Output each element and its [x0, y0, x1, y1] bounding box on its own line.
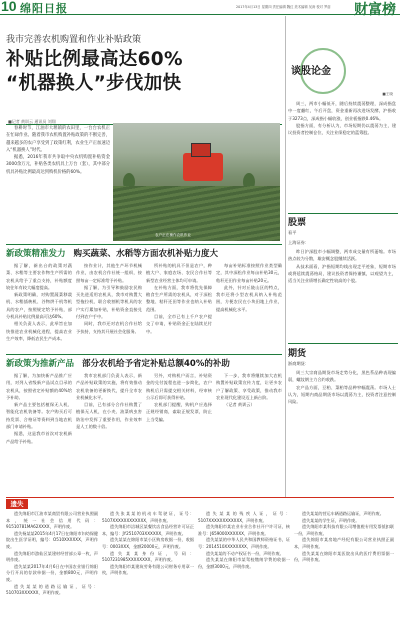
paragraph: 下一步，我市将继续加大农机购置补贴政策宣传力度，让更多农户了解政策、享受政策，推动我市农业现代化建设迈上新台阶。 — [216, 373, 282, 400]
section2-column-2 — [76, 372, 142, 496]
headline-subtitle: “机器换人”步伐加快 — [6, 73, 182, 94]
paragraph: 目前，已有部分合作社购置了植保无人机，在小麦、油菜病虫害防治中发挥了重要作用，作业效率是人工的数十倍。 — [76, 402, 142, 430]
notices-column-2 — [102, 511, 194, 628]
paragraph: 另外，对购机户而言，补贴资金的兑付流程也进一步简化，农户购机后只需提交相关材料，经审核公示后即可获得补贴。 — [146, 373, 212, 400]
paragraph: 昨日沪深股市小幅调整，两市成交量有所萎缩。市场热点较为分散，雄安概念股继续活跃。 — [288, 249, 396, 262]
notice-item: 遗失某某2017年4月6日在中国农业银行绵阳分行开具的存款单据一份，金额800元，声明作废。 — [6, 563, 98, 582]
stocks-sub: 看平 — [288, 230, 297, 235]
paragraph: 目前，全市已有上千户农户提交了申请，补贴资金正在陆续兑付中。 — [146, 314, 212, 334]
page-number: 10 — [1, 0, 17, 14]
paragraph: 相关负责人表示，此举旨在加快推进农业机械化进程，提高农业生产效率，降低农民生产成本。 — [6, 321, 72, 341]
notice-item: 遗失某某的中华人民共和国教师资格证书，证号：2014510XXXXXXXX，声明作废。 — [198, 537, 290, 549]
divider — [6, 354, 282, 355]
dateline: 2017年4月13日 星期四 责任编辑 魏红 美术编辑 吴涛 校对 罗蓓 — [236, 5, 331, 9]
paragraph: 新政策明确，对购置蔬菜移栽机、水稻插秧机、谷物烘干机等机具的农户，按照规定给予补贴，部分机具补贴比例最高可达60%。 — [6, 292, 72, 320]
commentary-text — [288, 100, 396, 210]
notice-item: 遗失绵阳市某房地产经纪有限公司营业执照正副本，声明作废。 — [294, 537, 394, 549]
paragraph: 据了解，为引导和鼓励农民购买先进适用农机具，我市对购置大型拖拉机、联合收割机等机具的农户实行累加补贴，补贴资金直接兑付到农户手中。 — [76, 284, 142, 320]
notice-item: 遗失绵阳市江油市某商贸有限公司营业执照副本，统一社会信用代码：91510781MA62XXXX，声明作废。 — [6, 511, 98, 530]
divider — [288, 343, 398, 344]
section1-tag: 新政策精准发力 — [6, 249, 66, 259]
paragraph: 此外，针对丘陵山区的特点，我市还将小型农机具纳入补贴范围，方便农民在小块田地上作业，提高机械化水平。 — [216, 284, 282, 312]
photo-caption: 农户正在操作农机作业 — [155, 233, 191, 237]
lede-paragraph: 春耕时节，江油市大堰镇的农田里，一台台农机正在忙碌作业。随着我市农机购置补贴政策的不断完善，越来越多的农户享受到了政策红利，农业生产正加速迈入“机器换人”时代。 — [6, 126, 110, 153]
headline-byline: ■记者 黄训云 通讯员 刘翔 — [8, 119, 56, 124]
commentary-title: 谈股论金 — [291, 66, 331, 77]
notice-item: 遗失某某在绵阳市某医院出具的医疗费用票据一份，声明作废。 — [294, 550, 394, 563]
stocks-location: 上海证券： — [288, 240, 309, 245]
stocks-heading: 股票 — [288, 218, 307, 228]
lede-text — [6, 125, 110, 176]
notice-item: 遗失绵阳市某建筑劳务有限公司财务专用章一枚，声明作废。 — [102, 563, 194, 576]
headline-kicker: 我市完善农机购置和作业补贴政策 — [6, 35, 142, 45]
paragraph: 据了解，为加快新产品推广应用，对列入省级新产品试点目录的农机具，按照省定补贴额的40%给予补助。 — [6, 373, 72, 400]
notice-item: 遗失某某身份证，号码：5107231985XXXXXXXX，声明作废。 — [102, 550, 194, 563]
divider — [6, 244, 282, 245]
commentary-byline: ■王晓 — [382, 92, 393, 96]
headline-block — [6, 32, 286, 95]
paragraph: 农产品方面，豆粕、菜粕等品种窄幅震荡。市场人士认为，短期内商品期货市场以震荡为主，投资者注意控制风险。 — [288, 384, 396, 405]
divider — [288, 213, 398, 214]
lede-paragraph: 据悉，2016年我市共争取中央农机购置补贴资金3000余万元，补贴各类农机具上万台（套），其中部分机具补贴比例最高达到购机价格的60%。 — [6, 155, 110, 175]
column-divider — [285, 16, 286, 498]
notice-item: 遗失绵阳市涪城区某餐饮店食品经营许可证正本，编号：JY2510703XXXXXX，声明作废。 — [102, 524, 194, 536]
notices-column-4 — [294, 511, 394, 628]
section2-column-4 — [216, 372, 282, 496]
paragraph: 同时，我市还对农机合作社给予扶持，支持其开展社会化服务。 — [76, 321, 142, 334]
notices-tag: 遗失 — [6, 499, 28, 509]
notice-item: 遗失绵阳市某农业专业合作社开户许可证，核准号：J659000XXXXXX，声明作废。 — [198, 524, 290, 536]
headline-title: 补贴比例最高达60% — [6, 49, 183, 70]
section1-heading — [6, 247, 218, 259]
section2-column-3 — [146, 372, 212, 496]
notice-item: 遗失某某在绵阳市某小区购房收据一份，收据号：0003XXX，金额20000元，声明作废。 — [102, 537, 194, 549]
paragraph: 按作业计，其他生产环节机械作业，由农机合作社统一组织，按照每亩一定标准给予补贴。 — [76, 263, 142, 283]
paragraph: 股指方面，有分析认为，市场短期仍以震荡为主，建议投资者控制仓位，关注业绩稳定的蓝筹股。 — [288, 122, 396, 136]
paper-name: 绵阳日报 — [20, 2, 68, 15]
notice-item: 遗失张某某的机动车驾驶证，证号：5107XXXXXXXXXXXX，声明作废。 — [102, 511, 194, 523]
futures-text — [288, 369, 396, 495]
paragraph: 据了解，新出台的政策对蔬菜、水稻等主要农作物生产所需的农机具给予了重点支持，补贴额度较往年有较大幅度提高。 — [6, 263, 72, 290]
paragraph: 新产品主要包括植保无人机、智能化农机装备等。农户购买后可持发票、合格证等资料到当地农机部门申请补贴。 — [6, 402, 72, 430]
notice-item: 遗失某某的道路运输证，证号：510703XXXXXX，声明作废。 — [6, 583, 98, 596]
paragraph: 据悉，这是我市首次对农机新产品给予补贴。 — [6, 431, 72, 444]
notice-item: 遗失绵阳市某科技有限公司增值税专用发票抵扣联一份，声明作废。 — [294, 524, 394, 536]
paragraph: 周三大宗商品期货市场走势分化，黑色系品种表现偏弱，螺纹钢主力合约收跌。 — [288, 370, 396, 383]
section1-column-2 — [76, 262, 142, 352]
paragraph: 每亩补贴标准按照作业类型确定，其中深松作业每亩补贴30元，秸秆还田作业每亩补贴20元。 — [216, 263, 282, 283]
paragraph: 所补贴的机具不但是农户，种植大户、家庭农场、农民合作社等新型农业经营主体均可申请。 — [146, 263, 212, 283]
futures-heading: 期货 — [288, 349, 307, 359]
paragraph: （记者 黄训云） — [224, 402, 255, 408]
paragraph: 农机部门提醒，购机户应选择正规经销商，索取正规发票，防止上当受骗。 — [146, 402, 212, 422]
section1-column-1 — [6, 262, 72, 352]
section2-column-1 — [6, 372, 72, 496]
notice-item: 遗失某某的学生证，声明作废。 — [302, 517, 360, 523]
section2-title: 部分农机给予省定补贴总额40%的补助 — [82, 359, 230, 369]
section1-column-3 — [146, 262, 212, 352]
notices-column-3 — [198, 511, 290, 628]
section1-title: 购买蔬菜、水稻等方面农机补贴力度大 — [73, 249, 219, 259]
field-shape — [113, 186, 280, 241]
notices-column-1 — [6, 511, 98, 628]
stocks-text — [288, 248, 396, 338]
section-name: 财富榜 — [354, 2, 396, 18]
notice-item: 遗失绵阳市游仙区某建材经营部公章一枚，声明作废。 — [6, 550, 98, 563]
harvester-shape — [183, 153, 223, 181]
notice-item: 遗失某某在绵阳市某驾校缴纳学费的收据一份，金额3000元，声明作废。 — [198, 557, 290, 569]
notice-item: 遗失某某的不动产权证书一份，声明作废。 — [206, 550, 284, 556]
paragraph: 从技术面看，沪指短期均线出现走平迹象，短期市场或将延续震荡格局，建议投资者保持谨慎，以观望为主，适当关注业绩增长确定性较高的个股。 — [288, 263, 396, 284]
divider — [6, 497, 394, 498]
notice-item: 遗失某某的残疾人证，证号：5107XXXXXXXXXXXX，声明作废。 — [198, 511, 290, 523]
notice-item: 遗失某某的营运车辆道路运输证，声明作废。 — [302, 511, 384, 516]
section2-tag: 新政策为推新产品 — [6, 359, 75, 369]
news-photo — [113, 123, 280, 241]
paragraph: 我市农机部门负责人表示，新产品补贴政策的实施，将有效推动农机装备的更新换代，提升全市农业机械化水平。 — [76, 373, 142, 400]
futures-location: 浙商期货： — [288, 361, 309, 366]
notice-item: 遗失杨某某2015年4月17日在绵阳市妇幼保健院出生医学证明，编号：O510XXXXXX，声明作废。 — [6, 530, 98, 549]
paragraph: 在补贴方面，我市将优先保障粮食生产所需的农机具，对于深松整地、秸秆还田等作业也纳入补贴范围。 — [146, 284, 212, 312]
section2-heading — [6, 357, 230, 369]
harvester-cabin-shape — [191, 143, 211, 157]
section1-column-4 — [216, 262, 282, 352]
masthead — [0, 0, 400, 18]
paragraph: 周三，两市小幅低开，随后持续震荡整理，深成指盘中一度翻红，午后开盘，资金重新再次进场发酵，沪指收于3273点，深成指小幅收涨，创业板指跌0.46%。 — [288, 101, 396, 121]
